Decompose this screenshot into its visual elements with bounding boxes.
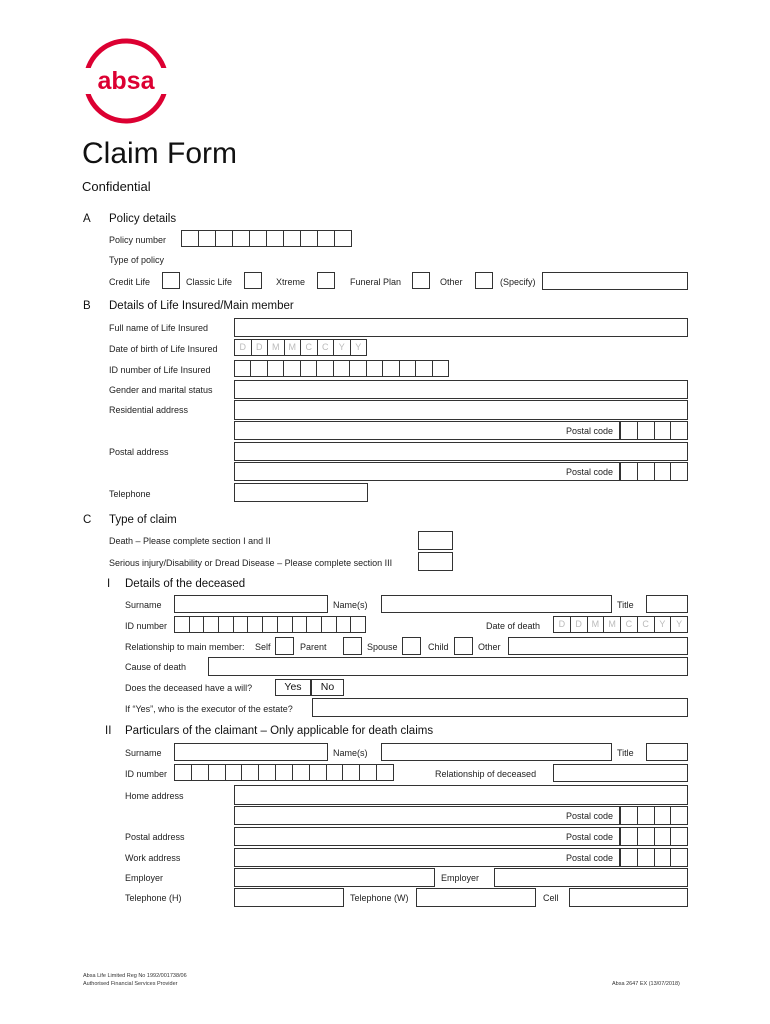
specify-input[interactable] (542, 272, 688, 290)
employer-label-2: Employer (441, 873, 480, 883)
other-checkbox[interactable] (475, 272, 493, 289)
section-ii-numeral: II (105, 725, 112, 737)
postal-address-input-2[interactable] (234, 462, 620, 481)
claimant-surname-input[interactable] (174, 743, 328, 761)
deceased-names-input[interactable] (381, 595, 612, 613)
footer-form-ref: Absa 2647 EX (13/07/2018) (612, 981, 680, 987)
claimant-postal-address-input[interactable] (234, 827, 620, 846)
will-question-label: Does the deceased have a will? (125, 683, 253, 693)
work-address-label: Work address (125, 853, 181, 863)
claimant-title-label: Title (617, 748, 634, 758)
section-a-letter: A (83, 213, 91, 225)
policy-number-input[interactable] (181, 230, 352, 247)
work-address-input[interactable] (234, 848, 620, 867)
home-address-input-2[interactable] (234, 806, 620, 825)
postal-code-label: Postal code (566, 467, 614, 477)
claimant-title-input[interactable] (646, 743, 688, 761)
will-yes-option[interactable]: Yes (275, 679, 311, 696)
telephone-input[interactable] (234, 483, 368, 502)
relationship-parent-checkbox[interactable] (343, 637, 362, 655)
credit-life-checkbox[interactable] (162, 272, 180, 289)
relationship-spouse-label: Spouse (367, 642, 398, 652)
option-funeral-plan-label: Funeral Plan (350, 277, 402, 287)
footer-reg: Absa Life Limited Reg No 1992/001738/06 (83, 973, 187, 979)
absa-logo (81, 36, 171, 126)
relationship-other-input[interactable] (508, 637, 688, 655)
residential-address-input-1[interactable] (234, 400, 688, 420)
section-c-title: Type of claim (109, 514, 177, 526)
gender-marital-label: Gender and marital status (109, 385, 213, 395)
executor-input[interactable] (312, 698, 688, 717)
id-number-label: ID number of Life Insured (109, 365, 211, 375)
xtreme-checkbox[interactable] (317, 272, 335, 289)
option-xtreme-label: Xtreme (276, 277, 306, 287)
deceased-surname-input[interactable] (174, 595, 328, 613)
relationship-deceased-input[interactable] (553, 764, 688, 782)
type-of-policy-label: Type of policy (109, 255, 165, 265)
injury-claim-label: Serious injury/Disability or Dread Disease – Please complete section III (109, 558, 393, 568)
date-of-death-label: Date of death (486, 621, 541, 631)
home-address-label: Home address (125, 791, 184, 801)
claimant-names-label: Name(s) (333, 748, 368, 758)
relationship-self-label: Self (255, 642, 271, 652)
relationship-label: Relationship to main member: (125, 642, 245, 652)
residential-address-input-2[interactable] (234, 421, 620, 440)
footer-fsp: Authorised Financial Services Provider (83, 981, 178, 987)
cell-label: Cell (543, 893, 559, 903)
home-address-input-1[interactable] (234, 785, 688, 805)
deceased-id-input[interactable] (174, 616, 366, 633)
section-ii-title: Particulars of the claimant – Only applicable for death claims (125, 725, 434, 737)
work-postal-code-label: Postal code (566, 853, 614, 863)
claimant-surname-label: Surname (125, 748, 162, 758)
telephone-work-label: Telephone (W) (350, 893, 409, 903)
claimant-names-input[interactable] (381, 743, 612, 761)
cause-of-death-input[interactable] (208, 657, 688, 676)
residential-address-label: Residential address (109, 405, 189, 415)
funeral-plan-checkbox[interactable] (412, 272, 430, 289)
section-a-title: Policy details (109, 213, 177, 225)
cell-input[interactable] (569, 888, 688, 907)
death-claim-checkbox[interactable] (418, 531, 453, 550)
claimant-postal-code-label: Postal code (566, 832, 614, 842)
will-no-option[interactable]: No (311, 679, 344, 696)
deceased-title-label: Title (617, 600, 634, 610)
home-postal-code-label: Postal code (566, 811, 614, 821)
id-number-input[interactable] (234, 360, 449, 377)
claimant-id-input[interactable] (174, 764, 394, 781)
telephone-home-input[interactable] (234, 888, 344, 907)
postal-address-input-1[interactable] (234, 442, 688, 461)
claimant-postal-address-label: Postal address (125, 832, 185, 842)
claimant-id-label: ID number (125, 769, 168, 779)
section-c-letter: C (83, 514, 92, 526)
logo-text: absa (97, 67, 155, 95)
section-b-title: Details of Life Insured/Main member (109, 300, 294, 312)
work-postal-code-input[interactable] (620, 848, 688, 867)
home-postal-code-input[interactable] (620, 806, 688, 825)
relationship-spouse-checkbox[interactable] (402, 637, 421, 655)
postal-code-label: Postal code (566, 426, 614, 436)
option-other-label: Other (440, 277, 463, 287)
telephone-work-input[interactable] (416, 888, 536, 907)
specify-label: (Specify) (500, 277, 536, 287)
full-name-label: Full name of Life Insured (109, 323, 209, 333)
telephone-label: Telephone (109, 489, 151, 499)
date-of-death-input[interactable]: D D M M C C Y Y (553, 616, 688, 633)
gender-marital-input[interactable] (234, 380, 688, 399)
section-i-numeral: I (107, 578, 111, 590)
deceased-surname-label: Surname (125, 600, 162, 610)
section-b-letter: B (83, 300, 91, 312)
option-classic-life-label: Classic Life (186, 277, 233, 287)
claimant-postal-code-input[interactable] (620, 827, 688, 846)
policy-number-label: Policy number (109, 235, 167, 245)
postal-postal-code-input[interactable] (620, 462, 688, 481)
residential-postal-code-input[interactable] (620, 421, 688, 440)
dob-input[interactable]: D D M M C C Y Y (234, 339, 367, 356)
deceased-names-label: Name(s) (333, 600, 368, 610)
full-name-input[interactable] (234, 318, 688, 337)
relationship-self-checkbox[interactable] (275, 637, 294, 655)
relationship-other-label: Other (478, 642, 501, 652)
telephone-home-label: Telephone (H) (125, 893, 182, 903)
page-title: Claim Form (82, 137, 237, 170)
relationship-deceased-label: Relationship of deceased (435, 769, 537, 779)
executor-label: If “Yes”, who is the executor of the estate? (125, 704, 293, 714)
confidential-label: Confidential (82, 179, 151, 194)
postal-address-label: Postal address (109, 447, 169, 457)
cause-of-death-label: Cause of death (125, 662, 187, 672)
relationship-parent-label: Parent (300, 642, 327, 652)
employer-input[interactable] (234, 868, 435, 887)
death-claim-label: Death – Please complete section I and II (109, 536, 271, 546)
deceased-title-input[interactable] (646, 595, 688, 613)
classic-life-checkbox[interactable] (244, 272, 262, 289)
relationship-child-label: Child (428, 642, 449, 652)
employer-input-2[interactable] (494, 868, 688, 887)
deceased-id-label: ID number (125, 621, 168, 631)
employer-label: Employer (125, 873, 164, 883)
section-i-title: Details of the deceased (125, 578, 246, 590)
dob-label: Date of birth of Life Insured (109, 344, 218, 354)
injury-claim-checkbox[interactable] (418, 552, 453, 571)
relationship-child-checkbox[interactable] (454, 637, 473, 655)
option-credit-life-label: Credit Life (109, 277, 151, 287)
